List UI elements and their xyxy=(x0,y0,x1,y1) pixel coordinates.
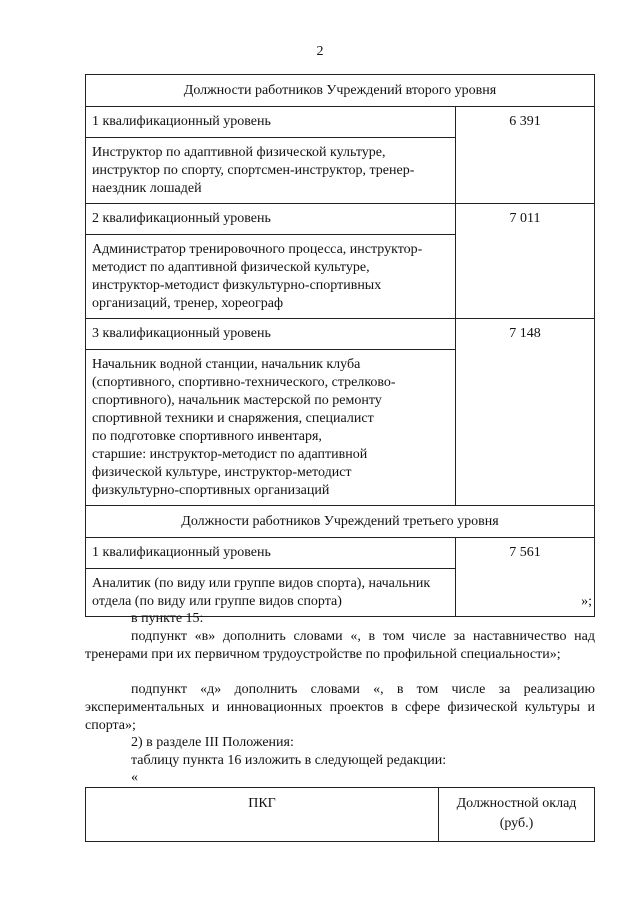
qualification-level: 1 квалификационный уровень xyxy=(86,538,456,569)
qualification-level: 3 квалификационный уровень xyxy=(86,319,456,350)
salary-value: 7 148 xyxy=(456,319,595,506)
paragraph: подпункт «д» дополнить словами «, в том числе за реализацию экспериментальных и инновационных проектов в сфере физической культуры и спорта»; xyxy=(85,682,595,733)
paragraph: 2) в разделе III Положения: xyxy=(131,735,294,750)
group-header: Должности работников Учреждений третьего уровня xyxy=(86,506,595,538)
opening-quote: « xyxy=(131,770,138,785)
table-row xyxy=(86,788,595,842)
table-row xyxy=(86,319,595,350)
paragraph: таблицу пункта 16 изложить в следующей редакции: xyxy=(131,753,447,768)
paragraph: подпункт «в» дополнить словами «, в том числе за наставничество над тренерами при их первичном трудоустройстве по профильной специальности»; xyxy=(85,629,595,662)
table-row xyxy=(86,538,595,569)
pkg-column-header: ПКГ xyxy=(86,788,439,842)
qualification-level: 1 квалификационный уровень xyxy=(86,107,456,138)
salary-value: 7 011 xyxy=(456,204,595,319)
salary-value: 6 391 xyxy=(456,107,595,204)
qualification-level: 2 квалификационный уровень xyxy=(86,204,456,235)
closing-quote: »; xyxy=(581,594,592,609)
table-row xyxy=(86,107,595,138)
pkg-table xyxy=(85,787,595,842)
salary-value: 7 561 xyxy=(456,538,595,617)
position-list: Инструктор по адаптивной физической культуре, инструктор по спорту, спортсмен-инструктор, тренер- наездник лошадей xyxy=(86,138,456,204)
position-list: Аналитик (по виду или группе видов спорта), начальник отдела (по виду или группе видов спорта) xyxy=(86,569,456,617)
salary-column-header: Должностной оклад (руб.) xyxy=(439,788,595,842)
paragraph: в пункте 15: xyxy=(131,611,204,626)
page-number: 2 xyxy=(316,44,324,59)
table-row xyxy=(86,204,595,235)
position-list: Администратор тренировочного процесса, инструктор- методист по адаптивной физической культуре, инструктор-методист физкультурно-спортивных организаций, тренер, хореограф xyxy=(86,235,456,319)
salary-table xyxy=(85,74,595,617)
position-list: Начальник водной станции, начальник клуба (спортивного, спортивно-технического, стрелково- спортивного), начальник мастерской по ремонту спортивной техники и снаряжения, специалист по подготовке спортивного инвентаря, старшие: инструктор-методист по адаптивной физической культуре, инструктор-методист физкультурно-спортивных организаций xyxy=(86,350,456,506)
group-header: Должности работников Учреждений второго уровня xyxy=(86,75,595,107)
